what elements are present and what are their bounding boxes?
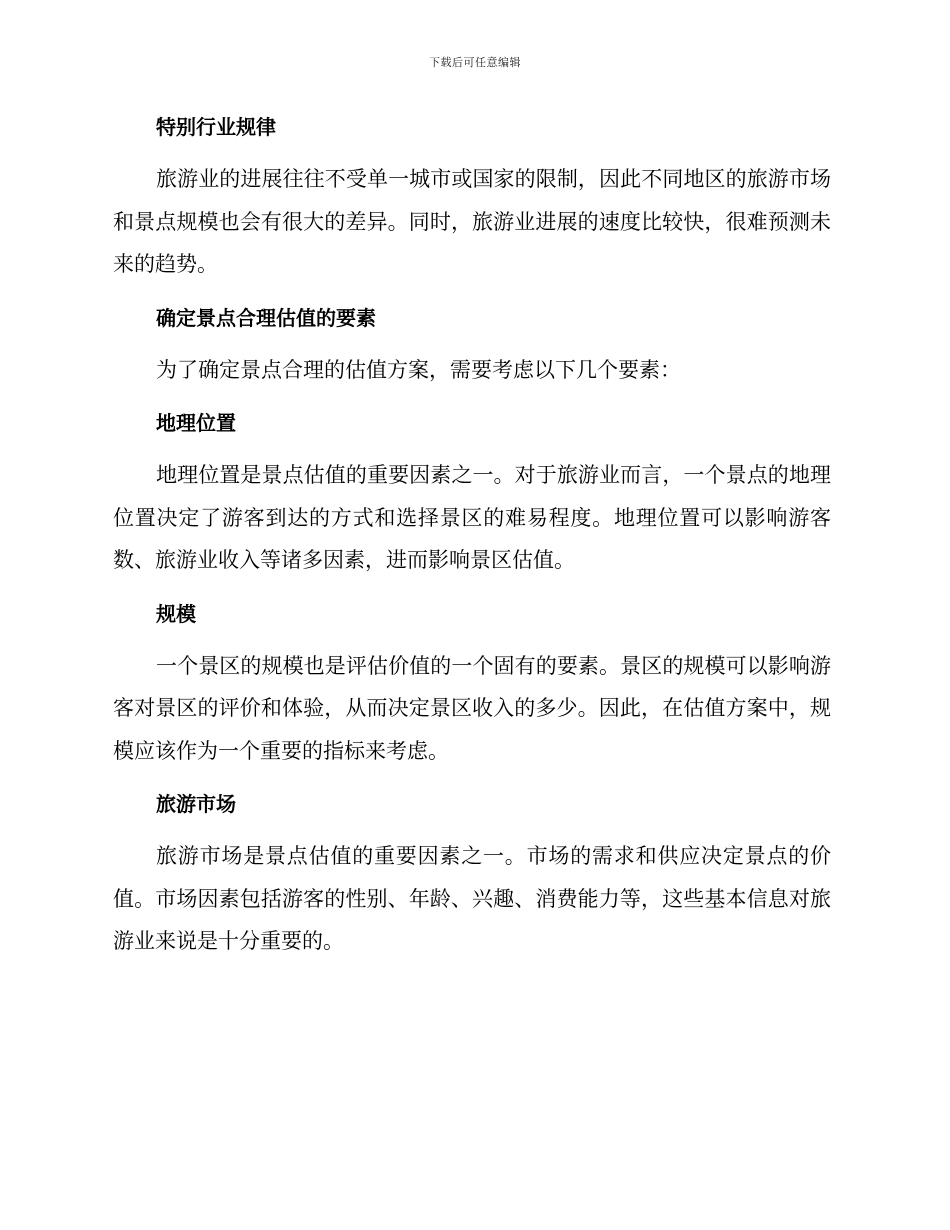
section-heading: 确定景点合理估值的要素 (156, 305, 376, 330)
section-tourism-market (113, 787, 831, 963)
section-location (113, 406, 831, 597)
section-heading: 旅游市场 (156, 792, 236, 816)
section-paragraph: 旅游业的进展往往不受单一城市或国家的限制，因此不同地区的旅游市场和景点规模也会有很大的差异。同时，旅游业进展的速度比较快，很难预测未来的趋势。 (113, 167, 831, 276)
header-note: 下载后可任意编辑 (429, 56, 521, 69)
section-paragraph: 一个景区的规模也是评估价值的一个固有的要素。景区的规模可以影响游客对景区的评价和体验，从而决定景区收入的多少。因此，在估值方案中，规模应该作为一个重要的指标来考虑。 (113, 653, 831, 763)
section-paragraph: 旅游市场是景点估值的重要因素之一。市场的需求和供应决定景点的价值。市场因素包括游客的性别、年龄、兴趣、消费能力等，这些基本信息对旅游业来说是十分重要的。 (113, 844, 831, 953)
section-paragraph: 地理位置是景点估值的重要因素之一。对于旅游业而言，一个景点的地理位置决定了游客到达的方式和选择景区的难易程度。地理位置可以影响游客数、旅游业收入等诸多因素，进而影响景区估值。 (113, 463, 831, 572)
section-industry-rules (113, 110, 831, 301)
section-paragraph: 为了确定景点合理的估值方案，需要考虑以下几个要素： (156, 357, 681, 382)
section-heading: 特别行业规律 (156, 115, 276, 139)
section-scale (113, 597, 831, 788)
document-body (113, 110, 831, 963)
section-valuation-factors (113, 301, 831, 407)
section-heading: 规模 (156, 601, 196, 626)
section-heading: 地理位置 (156, 411, 236, 435)
